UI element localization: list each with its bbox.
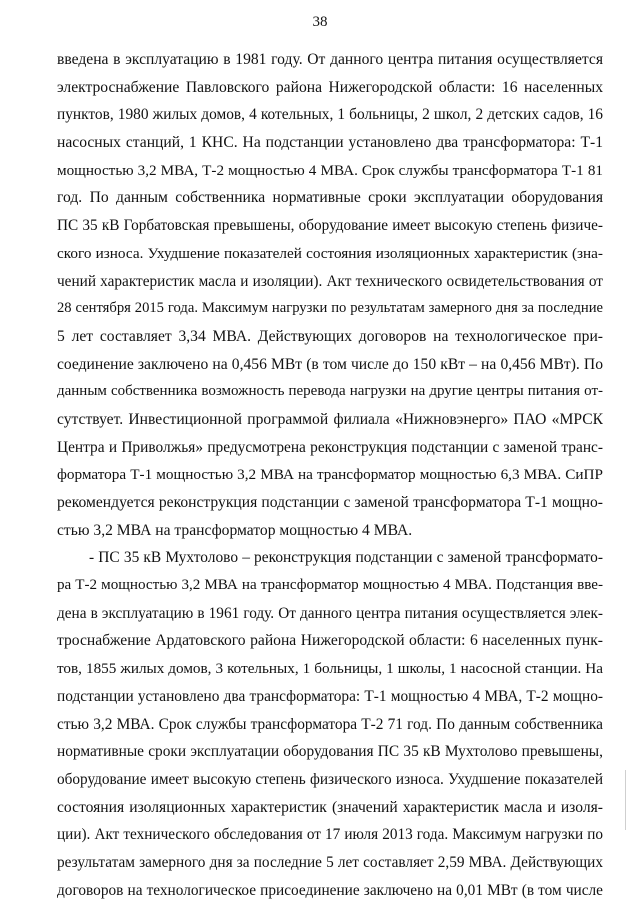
text-line: данным собственника возможность перевода нагрузки на другие центры питания от- [57, 383, 603, 400]
text-line: состояния изоляционных характеристик (значений характеристик масла и изоля- [57, 798, 603, 816]
text-line: - ПС 35 кВ Мухтолово – реконструкция подстанции с заменой трансформато- [89, 549, 603, 567]
body-text [57, 46, 603, 904]
text-line: рекомендуется реконструкция подстанции с заменой трансформатора Т-1 мощно- [57, 494, 603, 511]
text-line: Центра и Приволжья» предусмотрена реконструкция подстанции с заменой транс- [57, 438, 603, 456]
text-line: стью 3,2 МВА на трансформатор мощностью 4 МВА. [57, 521, 413, 539]
text-line: троснабжение Ардатовского района Нижегородской области: 6 населенных пунк- [57, 632, 603, 650]
text-line: ции). Акт технического обследования от 17 июля 2013 года. Максимум нагрузки по [57, 826, 603, 844]
text-line: оборудование имеет высокую степень физического износа. Ухудшение показателей [57, 770, 603, 788]
text-line: сутствует. Инвестиционной программой филиала «Нижновэнерго» ПАО «МРСК [57, 410, 603, 428]
text-line: мощностью 3,2 МВА, Т-2 мощностью 4 МВА. Срок службы трансформатора Т-1 81 [57, 161, 603, 179]
text-line: результатам замерного дня за последние 5 лет составляет 2,59 МВА. Действующих [57, 853, 603, 871]
text-line: подстанции установлено два трансформатора: Т-1 мощностью 4 МВА, Т-2 мощно- [57, 687, 603, 705]
text-line: ра Т-2 мощностью 3,2 МВА на трансформатор мощностью 4 МВА. Подстанция вве- [57, 577, 603, 594]
text-line: договоров на технологическое присоединение заключено на 0,01 МВт (в том числе [57, 881, 603, 899]
text-line: нормативные сроки эксплуатации оборудования ПС 35 кВ Мухтолово превышены, [57, 743, 603, 761]
text-line: соединение заключено на 0,456 МВт (в том числе до 150 кВт – на 0,456 МВт). По [57, 355, 603, 373]
text-line: 5 лет составляет 3,34 МВА. Действующих договоров на технологическое при- [57, 327, 603, 345]
text-line: пунктов, 1980 жилых домов, 4 котельных, 1 больницы, 2 школ, 2 детских садов, 16 [57, 106, 603, 124]
text-line: 28 сентября 2015 года. Максимум нагрузки по результатам замерного дня за последние [57, 300, 603, 317]
text-line: насосных станций, 1 КНС. На подстанции установлено два трансформатора: Т-1 [57, 134, 603, 152]
text-line: стью 3,2 МВА. Срок службы трансформатора Т-2 71 год. По данным собственника [57, 715, 603, 733]
text-line: форматора Т-1 мощностью 3,2 МВА на трансформатор мощностью 6,3 МВА. СиПР [57, 466, 603, 484]
text-line: чений характеристик масла и изоляции). Акт технического освидетельствования от [57, 272, 603, 290]
text-line: тов, 1855 жилых домов, 3 котельных, 1 больницы, 1 школы, 1 насосной станции. На [57, 660, 603, 678]
scan-artifact-line [625, 770, 626, 830]
text-line: ского износа. Ухудшение показателей состояния изоляционных характеристик (зна- [57, 244, 603, 262]
text-line: электроснабжение Павловского района Нижегородской области: 16 населенных [57, 78, 603, 96]
page-number: 38 [312, 14, 328, 30]
text-line: год. По данным собственника нормативные сроки эксплуатации оборудования [57, 189, 603, 207]
text-line: ПС 35 кВ Горбатовская превышены, оборудование имеет высокую степень физиче- [57, 217, 603, 235]
text-line: дена в эксплуатацию в 1961 году. От данного центра питания осуществляется элек- [57, 604, 603, 622]
text-line: введена в эксплуатацию в 1981 году. От данного центра питания осуществляется [57, 51, 603, 68]
